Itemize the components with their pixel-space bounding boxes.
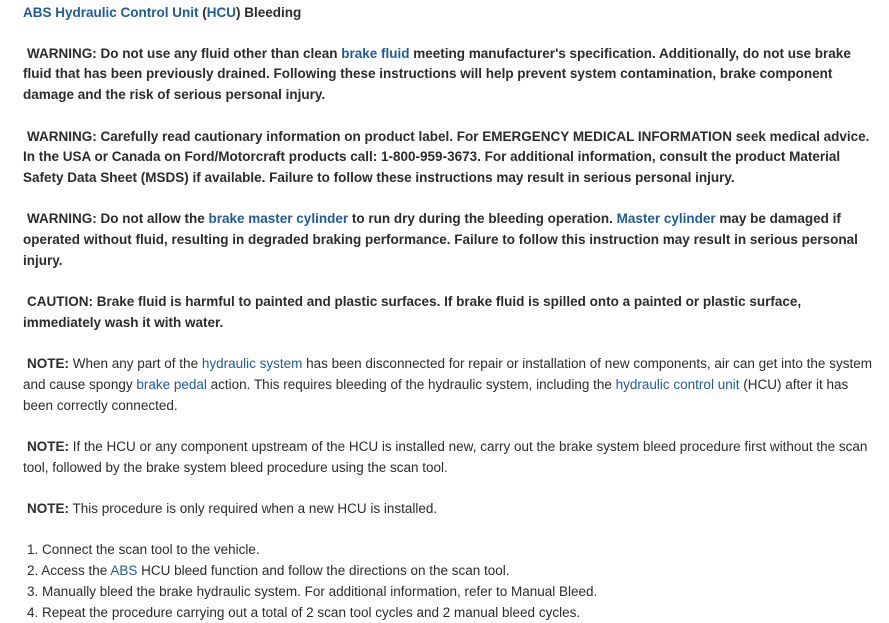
page-title bbox=[23, 3, 879, 24]
abs-link[interactable]: ABS bbox=[110, 563, 138, 579]
note-hydraulic-system bbox=[23, 354, 879, 416]
caution-paint bbox=[23, 292, 879, 333]
note-text: This procedure is only required when a new HCU is installed. bbox=[69, 501, 438, 517]
note-text: action. This requires bleeding of the hydraulic system, including the bbox=[206, 376, 616, 392]
note-hcu-new bbox=[23, 437, 879, 478]
step-number: 2. bbox=[27, 563, 42, 579]
step-number: 3. bbox=[27, 583, 43, 599]
master-cylinder-link[interactable]: Master cylinder bbox=[616, 211, 716, 227]
hydraulic-control-unit-link[interactable]: hydraulic control unit bbox=[615, 376, 740, 392]
note-label: NOTE: bbox=[27, 356, 69, 372]
hydraulic-system-link[interactable]: hydraulic system bbox=[201, 356, 303, 372]
note-procedure-required bbox=[23, 499, 879, 520]
warning-text: WARNING: Do not use any fluid other than clean bbox=[27, 45, 342, 61]
note-text: has been disconnected for repair or installation of new components, air can get into the system and cause spongy bbox=[23, 356, 872, 392]
note-text: If the HCU or any component upstream of the HCU is installed new, carry out the brake system bleed procedure first without the scan tool, followed by the brake system bleed procedure using the scan tool. bbox=[23, 438, 868, 475]
caution-text: CAUTION: Brake fluid is harmful to painted and plastic surfaces. If brake fluid is spilled onto a painted or plastic surface, immediately wash it with water. bbox=[23, 294, 802, 330]
brake-master-cylinder-link[interactable]: brake master cylinder bbox=[208, 211, 349, 227]
title-text-suffix: ) Bleeding bbox=[236, 5, 302, 20]
warning-text: WARNING: Do not allow the bbox=[27, 211, 209, 227]
step-text: Repeat the procedure carrying out a total of 2 scan tool cycles and 2 manual bleed cycles. bbox=[42, 604, 581, 620]
warning-fluid bbox=[23, 44, 879, 106]
step-number: 4. bbox=[27, 604, 43, 620]
warning-text: may be damaged if operated without fluid, resulting in degraded braking performance. Failure to follow this instruction may result in serious personal injury. bbox=[23, 211, 858, 268]
procedure-steps bbox=[23, 540, 879, 623]
step-text: Connect the scan tool to the vehicle. bbox=[42, 542, 260, 558]
note-label: NOTE: bbox=[27, 438, 69, 454]
note-label: NOTE: bbox=[27, 501, 69, 517]
warning-medical bbox=[23, 127, 879, 189]
title-text: ( bbox=[198, 5, 207, 20]
note-text: When any part of the bbox=[69, 356, 202, 372]
step-2 bbox=[27, 561, 879, 582]
brake-pedal-link[interactable]: brake pedal bbox=[136, 376, 207, 392]
step-text: Access the bbox=[41, 563, 111, 579]
step-1 bbox=[27, 540, 879, 561]
step-number: 1. bbox=[27, 542, 43, 558]
hcu-link[interactable]: HCU bbox=[206, 5, 237, 20]
warning-master-cylinder bbox=[23, 209, 879, 271]
step-3 bbox=[27, 582, 879, 603]
warning-text: meeting manufacturer's specification. Additionally, do not use brake fluid that has been previously drained. Following these instructions will help prevent system contamination, brake component damage and the risk of serious personal injury. bbox=[23, 45, 851, 103]
step-text: Manually bleed the brake hydraulic system. For additional information, refer to Manual Bleed. bbox=[42, 583, 598, 599]
abs-hcu-link[interactable]: ABS Hydraulic Control Unit bbox=[23, 5, 199, 20]
step-text: HCU bleed function and follow the directions on the scan tool. bbox=[137, 563, 510, 579]
note-text: (HCU) after it has been correctly connected. bbox=[23, 376, 849, 413]
warning-text: WARNING: Carefully read cautionary information on product label. For EMERGENCY MEDICAL INFORMATION seek medical advice. In the USA or Canada on Ford/Motorcraft products call: 1-800-959-3673. For additional information, consult the product Material Safety Data Sheet (MSDS) if available. Failure to follow these instructions may result in serious personal injury. bbox=[23, 128, 870, 185]
brake-fluid-link[interactable]: brake fluid bbox=[341, 45, 410, 61]
warning-text: to run dry during the bleeding operation. bbox=[348, 211, 617, 227]
